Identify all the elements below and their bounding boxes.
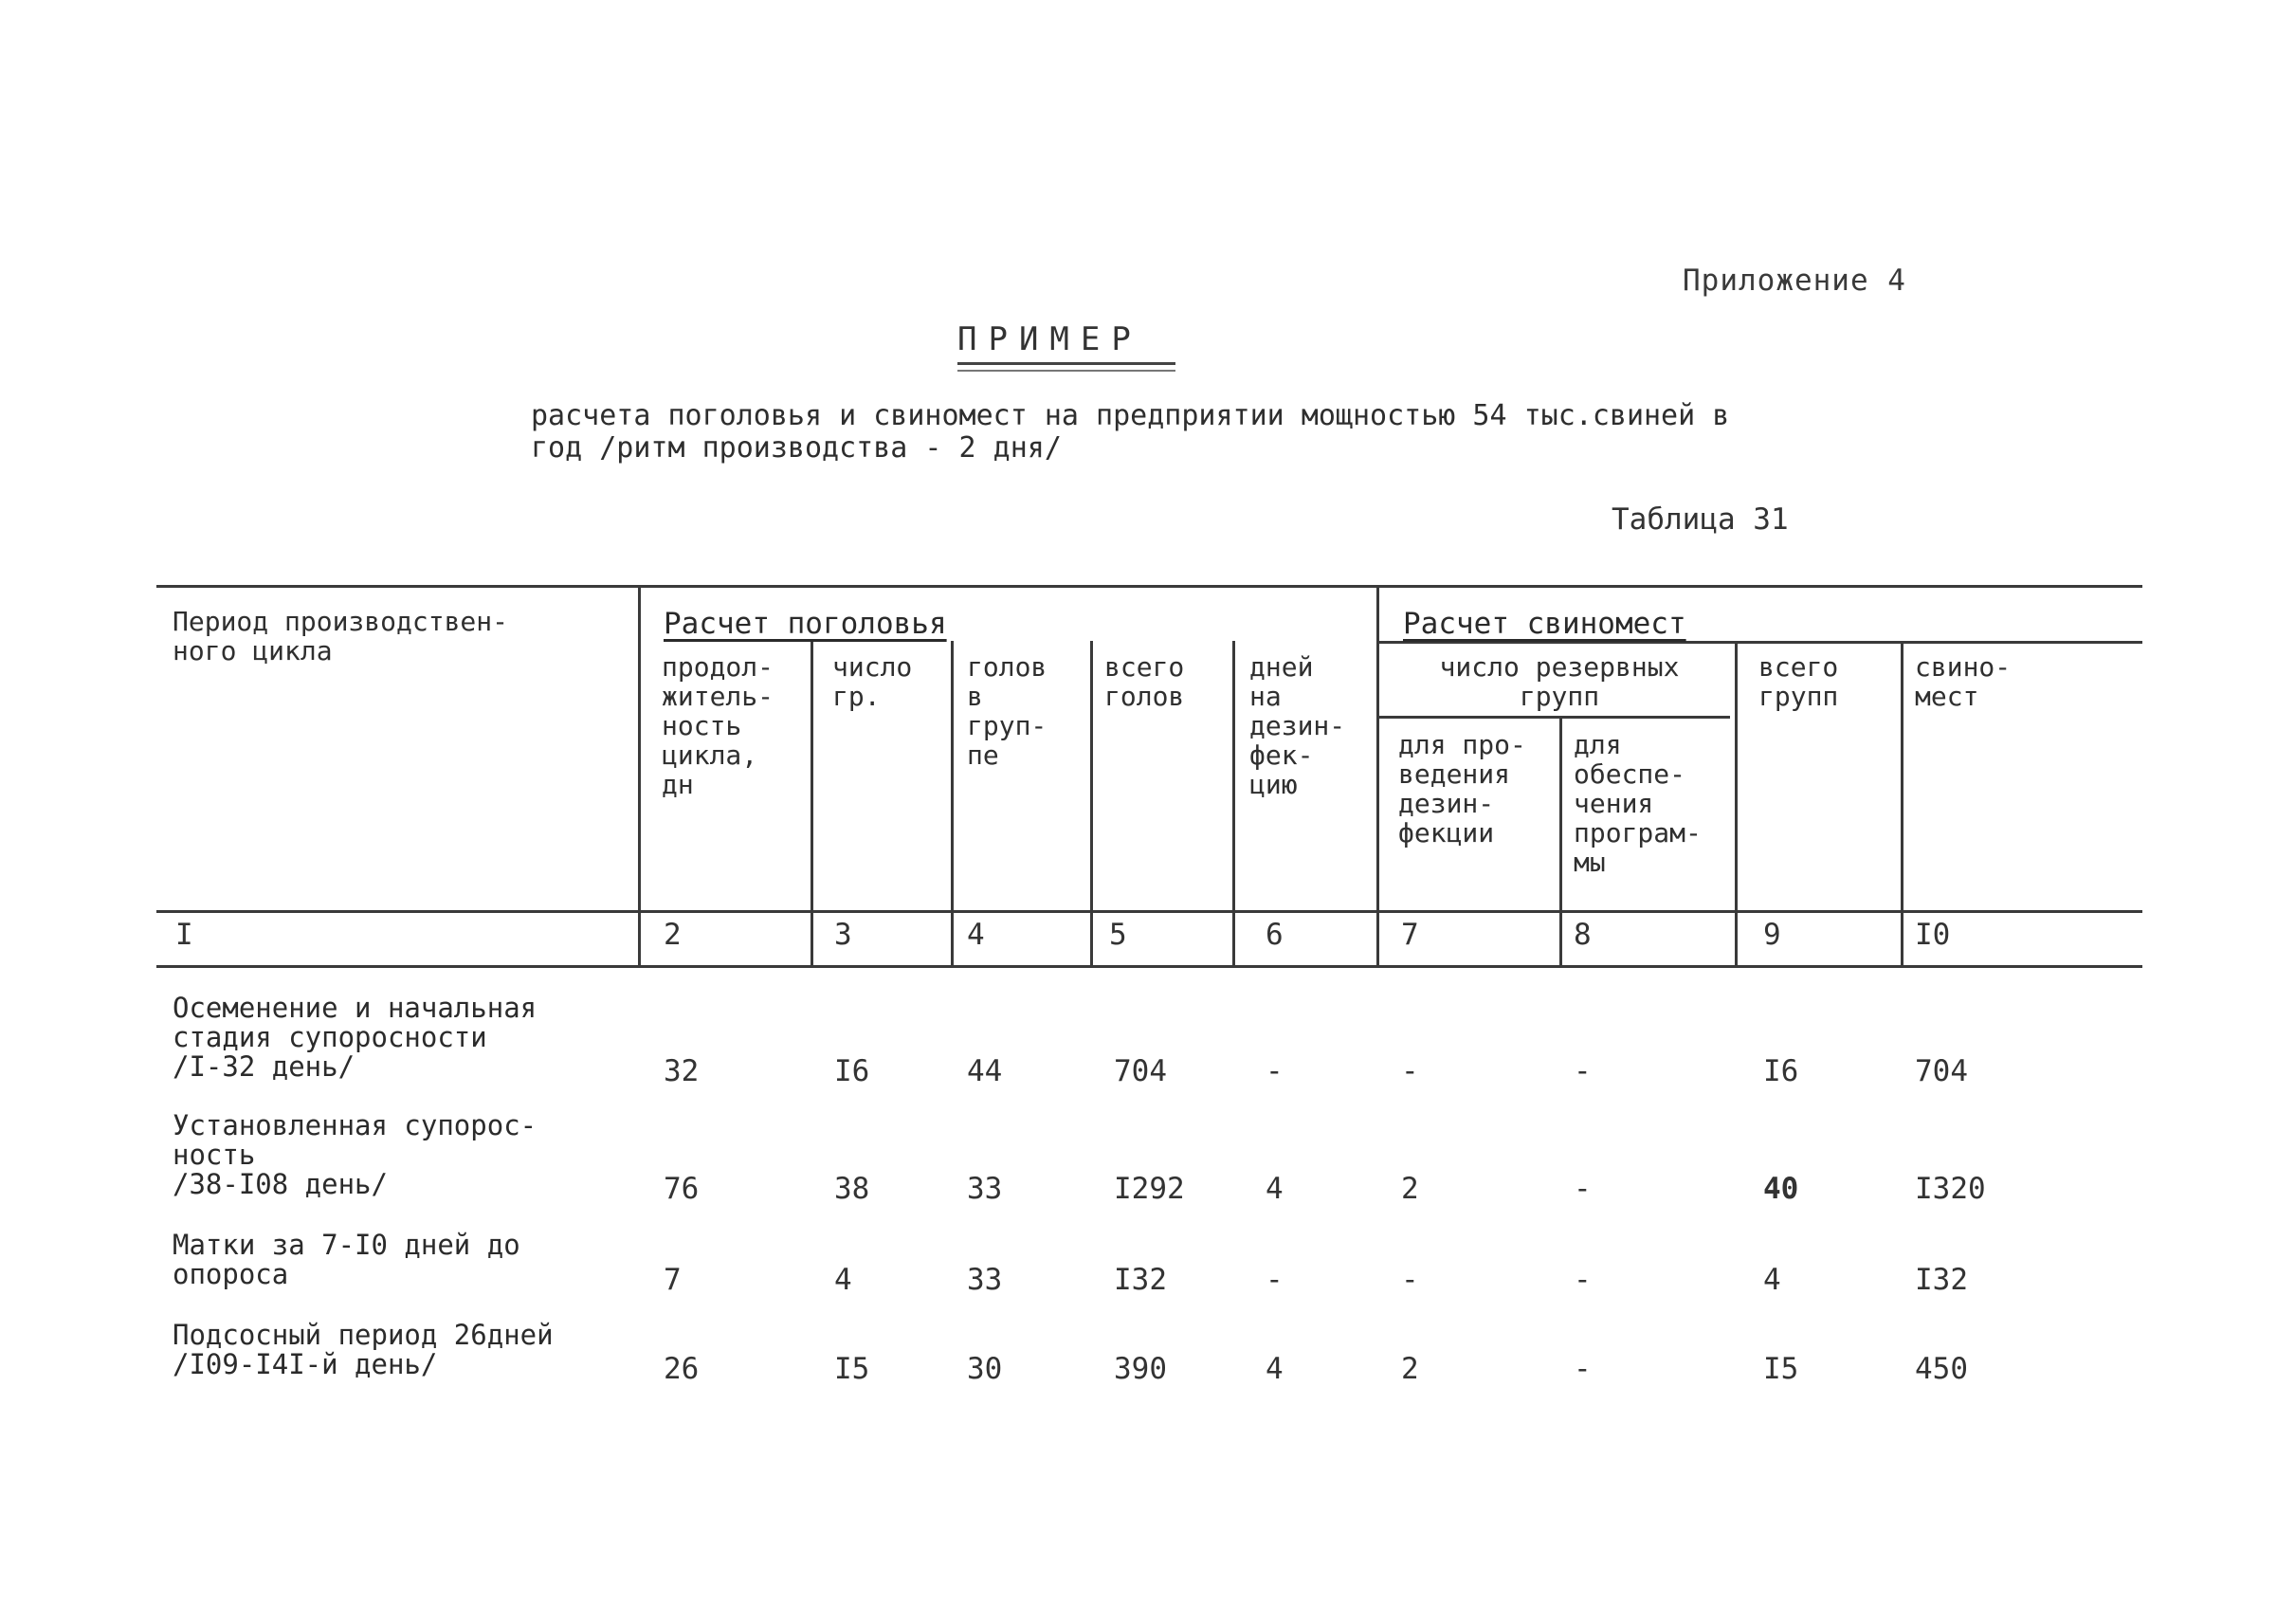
row-value: -: [1401, 1263, 1419, 1297]
row-value: 38: [834, 1172, 870, 1206]
row-value: 4: [834, 1263, 852, 1297]
heading-underline: [957, 362, 1175, 365]
row-value: -: [1574, 1263, 1592, 1297]
row-value: I292: [1114, 1172, 1185, 1206]
header-total-heads: всего голов: [1104, 651, 1185, 712]
row-value: 76: [664, 1172, 700, 1206]
row-value: -: [1574, 1172, 1592, 1206]
row-value: I32: [1114, 1263, 1167, 1297]
col-divider-7: [1559, 716, 1562, 967]
document-heading: ПРИМЕР: [957, 320, 1142, 358]
row-value: 2: [1401, 1352, 1419, 1386]
column-number: 4: [967, 918, 985, 952]
row-value: -: [1266, 1054, 1284, 1088]
col-divider-4: [1090, 641, 1093, 967]
column-number: I: [175, 918, 193, 952]
row-value: I6: [834, 1054, 870, 1088]
header-reserve-groups: число резервных групп: [1439, 651, 1680, 712]
col-divider-2: [811, 641, 813, 967]
column-number: 7: [1401, 918, 1419, 952]
document-subtitle: расчета поголовья и свиномест на предприятии мощностью 54 тыс.свиней в год /ритм производства - 2 дня/: [531, 399, 1730, 465]
row-period-label: Осеменение и начальная стадия супоросности /I-32 день/: [173, 992, 537, 1083]
header-heads-in-group: голов в груп- пе: [967, 651, 1047, 771]
column-number: 5: [1109, 918, 1127, 952]
heading-underline-second: [957, 370, 1175, 372]
column-number: 2: [664, 918, 682, 952]
row-value: -: [1574, 1054, 1592, 1088]
row-value: 40: [1763, 1172, 1799, 1206]
column-number: 3: [834, 918, 852, 952]
row-value: 26: [664, 1352, 700, 1386]
row-value: I320: [1915, 1172, 1986, 1206]
header-bottom-border: [156, 910, 2142, 913]
row-value: I32: [1915, 1263, 1968, 1297]
row-value: 32: [664, 1054, 700, 1088]
col-divider-5: [1232, 641, 1235, 967]
row-value: 390: [1114, 1352, 1167, 1386]
col-divider-6: [1376, 585, 1379, 967]
col-divider-1: [638, 585, 641, 967]
group-header-livestock: Расчет поголовья: [664, 607, 947, 641]
row-value: 30: [967, 1352, 1003, 1386]
row-value: 4: [1763, 1263, 1781, 1297]
header-num-groups: число гр.: [832, 651, 913, 712]
header-pig-places: свино- мест: [1915, 651, 2012, 712]
appendix-label: Приложение 4: [1683, 264, 1906, 298]
table-top-border: [156, 585, 2142, 588]
column-number: 6: [1266, 918, 1284, 952]
table-label: Таблица 31: [1612, 502, 1789, 537]
header-total-groups: всего групп: [1758, 651, 1839, 712]
column-number: I0: [1915, 918, 1951, 952]
row-period-label: Матки за 7-I0 дней до опороса: [173, 1229, 520, 1290]
header-reserve-disinfection: для про- ведения дезин- фекции: [1398, 729, 1526, 848]
row-value: -: [1574, 1352, 1592, 1386]
header-reserve-program: для обеспе- чения програм- мы: [1574, 729, 1702, 878]
group-header-underline: [1379, 641, 2142, 644]
col-divider-3: [951, 641, 954, 967]
group-header-places: Расчет свиномест: [1403, 607, 1686, 641]
row-value: I6: [1763, 1054, 1799, 1088]
row-value: 704: [1915, 1054, 1968, 1088]
row-value: -: [1266, 1263, 1284, 1297]
col-divider-8: [1735, 641, 1738, 967]
row-value: 450: [1915, 1352, 1968, 1386]
row-value: 4: [1266, 1172, 1284, 1206]
reserve-groups-underline: [1379, 716, 1730, 719]
row-period-label: Подсосный период 26дней /I09-I4I-й день/: [173, 1319, 554, 1380]
col-divider-9: [1901, 641, 1903, 967]
header-period: Период производствен- ного цикла: [173, 606, 509, 666]
column-number: 8: [1574, 918, 1592, 952]
row-value: 7: [664, 1263, 682, 1297]
row-value: 33: [967, 1263, 1003, 1297]
row-value: I5: [1763, 1352, 1799, 1386]
row-value: -: [1401, 1054, 1419, 1088]
row-value: I5: [834, 1352, 870, 1386]
header-disinfection-days: дней на дезин- фек- цию: [1249, 651, 1346, 800]
row-value: 33: [967, 1172, 1003, 1206]
row-period-label: Установленная супорос- ность /38-I08 день/: [173, 1109, 537, 1200]
column-number: 9: [1763, 918, 1781, 952]
row-value: 4: [1266, 1352, 1284, 1386]
column-numbers-bottom-border: [156, 965, 2142, 968]
row-value: 44: [967, 1054, 1003, 1088]
header-duration: продол- житель- ность цикла, дн: [662, 651, 774, 800]
row-value: 2: [1401, 1172, 1419, 1206]
row-value: 704: [1114, 1054, 1167, 1088]
